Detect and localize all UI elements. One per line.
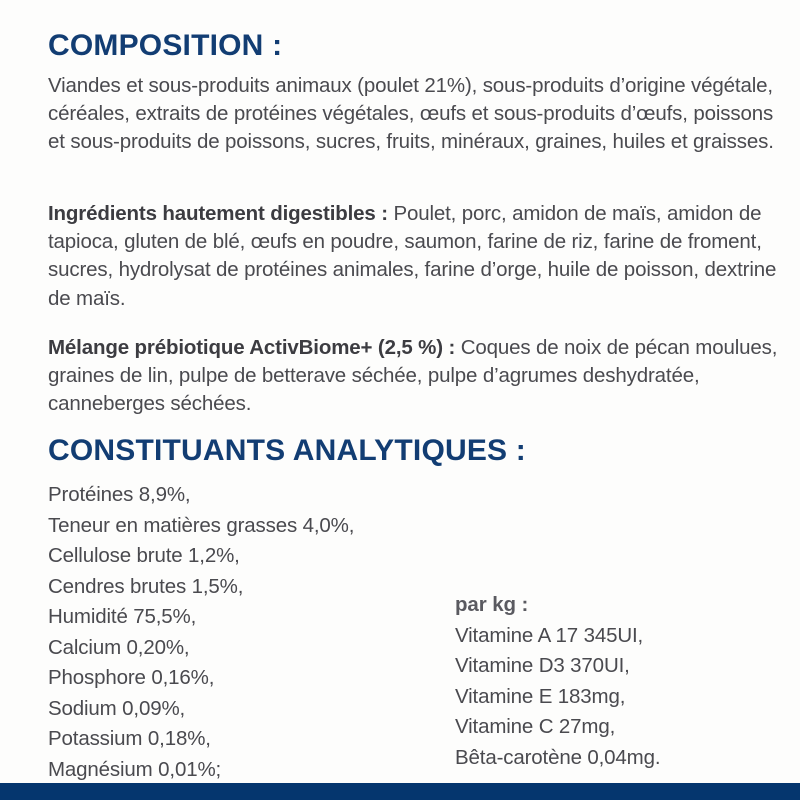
vitamin-line: Vitamine A 17 345UI, (455, 623, 644, 647)
analytical-constituents-left-column (48, 480, 438, 785)
prebiotic-blend-value: Coques de noix de pécan moulues, graines de lin, pulpe de betterave séchée, pulpe d’agrumes deshydratée, canneberges séchées. (48, 336, 778, 416)
constituent-line: Potassium 0,18%, (48, 727, 211, 750)
constituent-line: Protéines 8,9%, (48, 483, 191, 506)
per-kilogram-label: par kg : (455, 593, 529, 616)
footer-accent-bar (0, 783, 800, 800)
constituent-line: Cellulose brute 1,2%, (48, 544, 240, 567)
vitamin-line: Vitamine D3 370UI, (455, 654, 630, 677)
constituent-line: Magnésium 0,01%; (48, 757, 222, 781)
digestible-ingredients-value: Poulet, porc, amidon de maïs, amidon de tapioca, gluten de blé, œufs en poudre, saumon, farine de riz, farine de froment, sucres, hydrolysat de protéines animales, farine d’orge, huile de poisson, dextrine de maïs. (48, 202, 777, 310)
analytical-constituents-heading: CONSTITUANTS ANALYTIQUES : (48, 434, 526, 467)
constituent-line: Teneur en matières grasses 4,0%, (48, 513, 355, 537)
composition-heading: COMPOSITION : (48, 29, 283, 62)
constituent-line: Humidité 75,5%, (48, 605, 197, 628)
constituent-line: Sodium 0,09%, (48, 696, 186, 720)
composition-prebiotic-blend-paragraph (48, 334, 784, 419)
composition-main-ingredients-paragraph: Viandes et sous-produits animaux (poulet 21%), sous-produits d’origine végétale, céréales, extraits de protéines végétales, œufs et sous-produits d’œufs, poissons et sous-produits de poissons, sucres, fruits, minéraux, graines, huiles et graisses. (48, 74, 774, 154)
vitamin-line: Vitamine E 183mg, (455, 684, 626, 708)
prebiotic-blend-label: Mélange prébiotique ActivBiome+ (2,5 %) : (48, 336, 456, 359)
constituent-line: Phosphore 0,16%, (48, 666, 215, 689)
composition-digestible-ingredients-paragraph (48, 200, 784, 313)
vitamin-line: Bêta-carotène 0,04mg. (455, 745, 661, 769)
constituent-line: Calcium 0,20%, (48, 635, 190, 659)
analytical-constituents-right-column (455, 590, 785, 773)
vitamin-line: Vitamine C 27mg, (455, 715, 616, 738)
constituent-line: Cendres brutes 1,5%, (48, 574, 244, 598)
digestible-ingredients-label: Ingrédients hautement digestibles : (48, 202, 388, 225)
